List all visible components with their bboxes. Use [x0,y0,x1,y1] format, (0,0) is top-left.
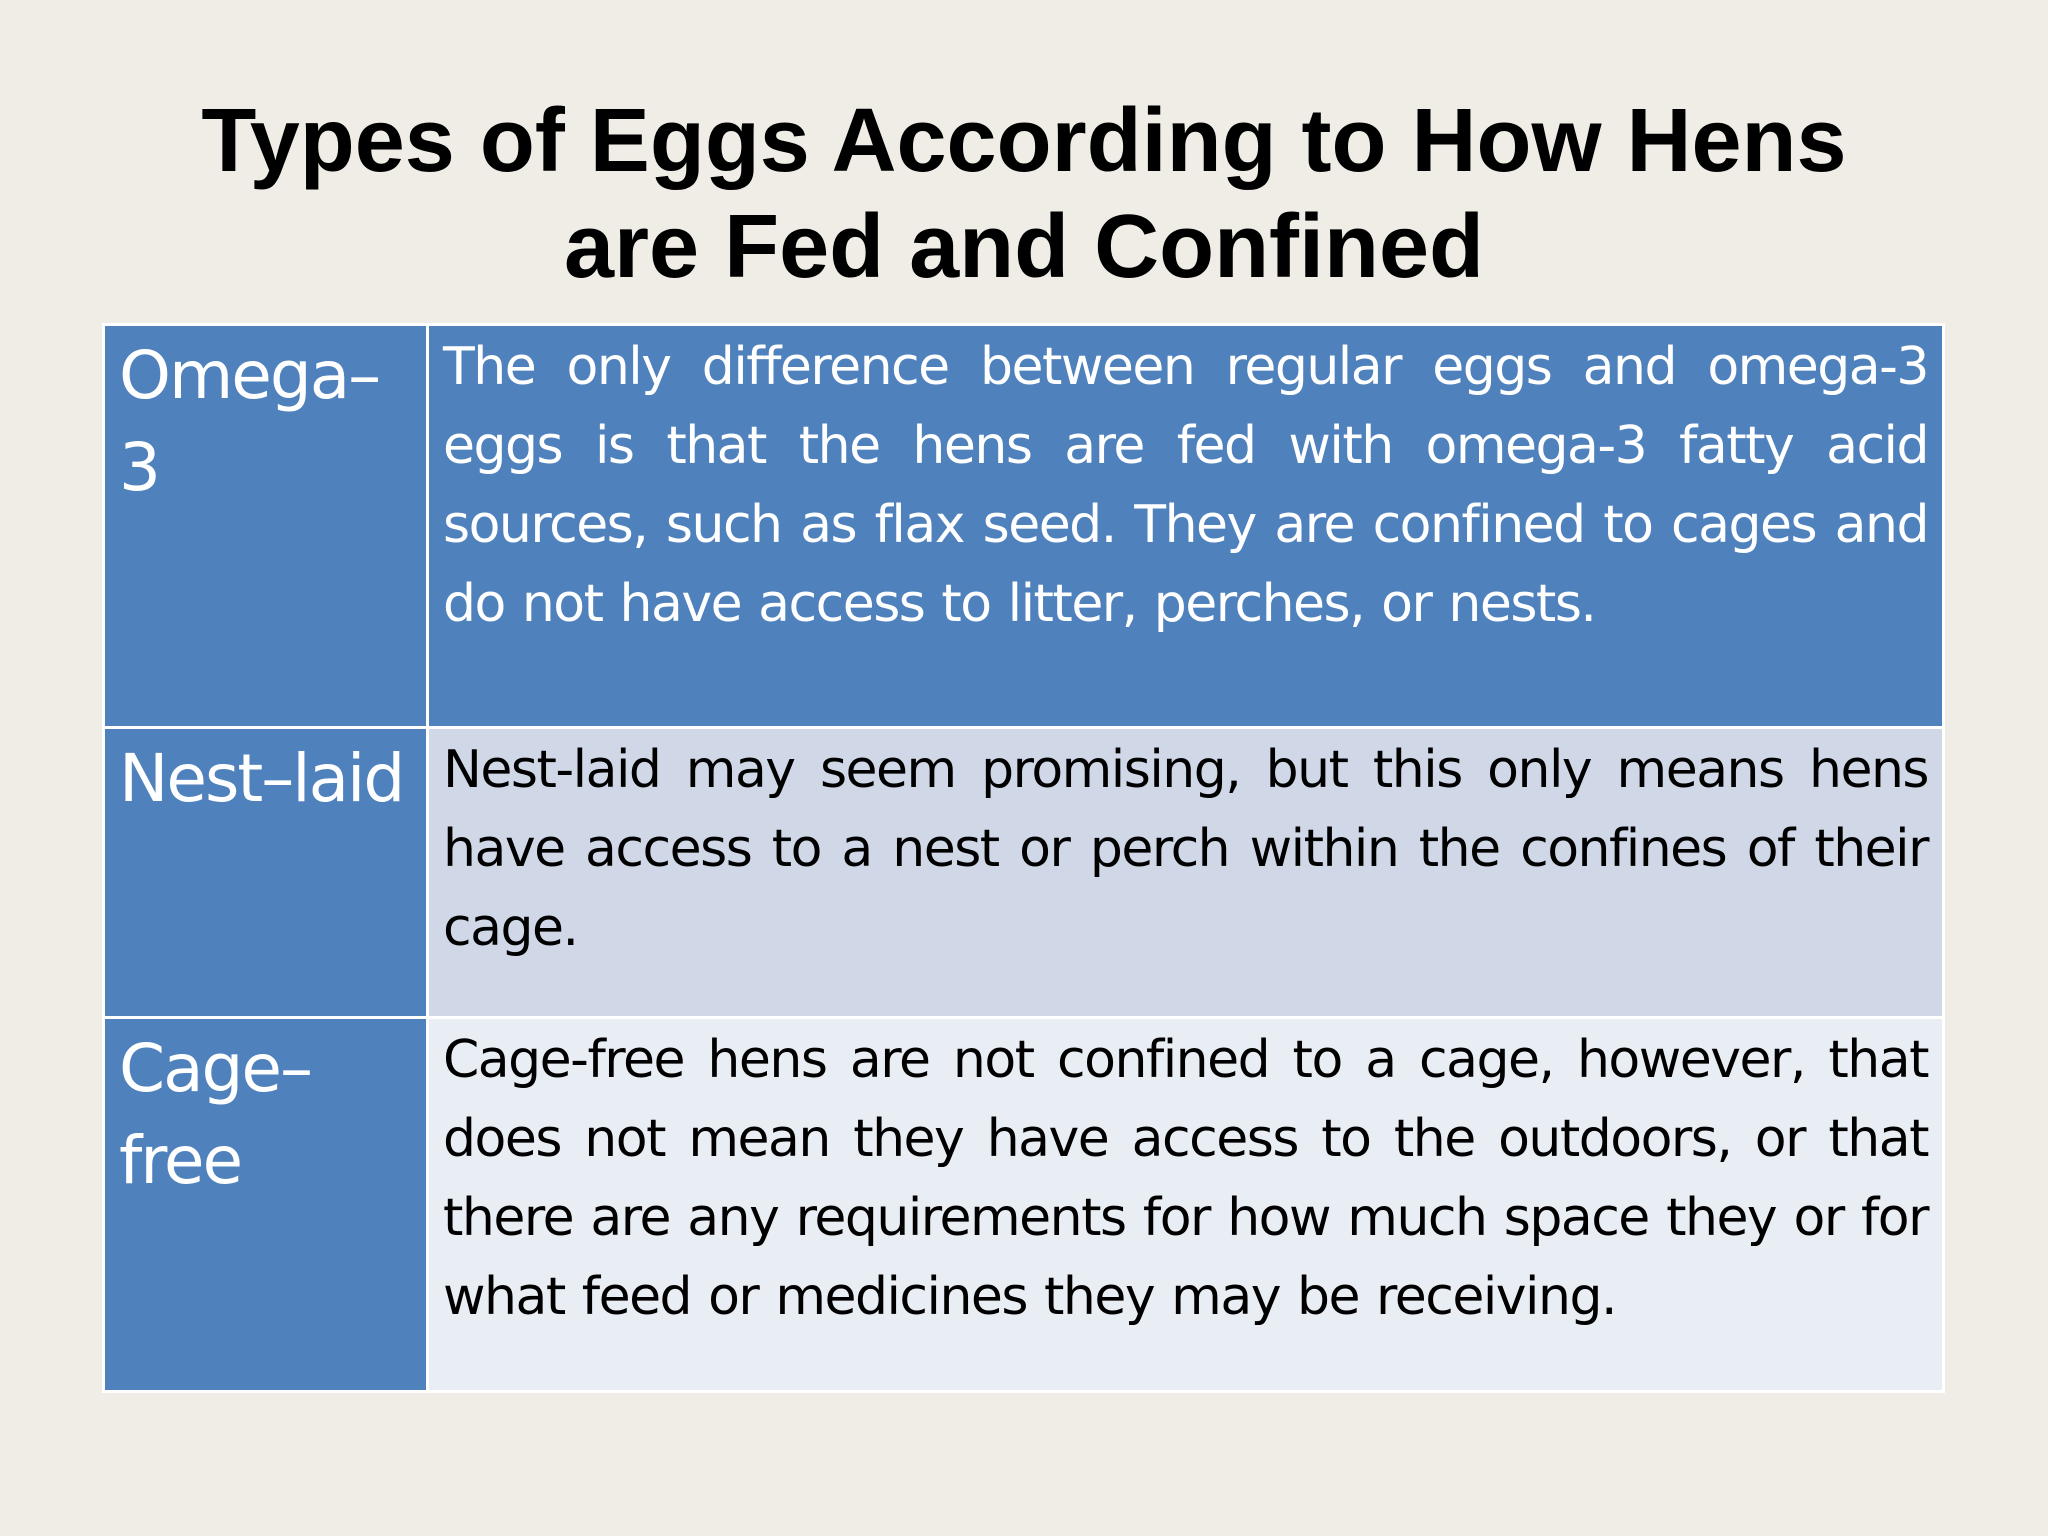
egg-description-cell: Nest-laid may seem promising, but this only means hens have access to a nest or perch within the confines of their cage. [428,728,1944,1018]
egg-types-table [102,323,1945,1393]
table-row-cage-free [104,1018,1944,1392]
egg-type-cell: Nest–laid [104,728,428,1018]
table-row-omega-3 [104,325,1944,728]
egg-type-cell: Cage–free [104,1018,428,1392]
egg-description-cell: The only difference between regular eggs and omega-3 eggs is that the hens are fed with omega-3 fatty acid sources, such as flax seed. They are confined to cages and do not have access to litter, perches, or nests. [428,325,1944,728]
egg-description-cell: Cage-free hens are not confined to a cage, however, that does not mean they have access to the outdoors, or that there are any requirements for how much space they or for what feed or medicines they may be receiving. [428,1018,1944,1392]
table-row-nest-laid [104,728,1944,1018]
egg-type-cell: Omega–3 [104,325,428,728]
slide-title [0,88,2048,300]
slide-title-line-1: Types of Eggs According to How Hens [201,91,1847,191]
slide-title-line-2: are Fed and Confined [563,197,1485,297]
